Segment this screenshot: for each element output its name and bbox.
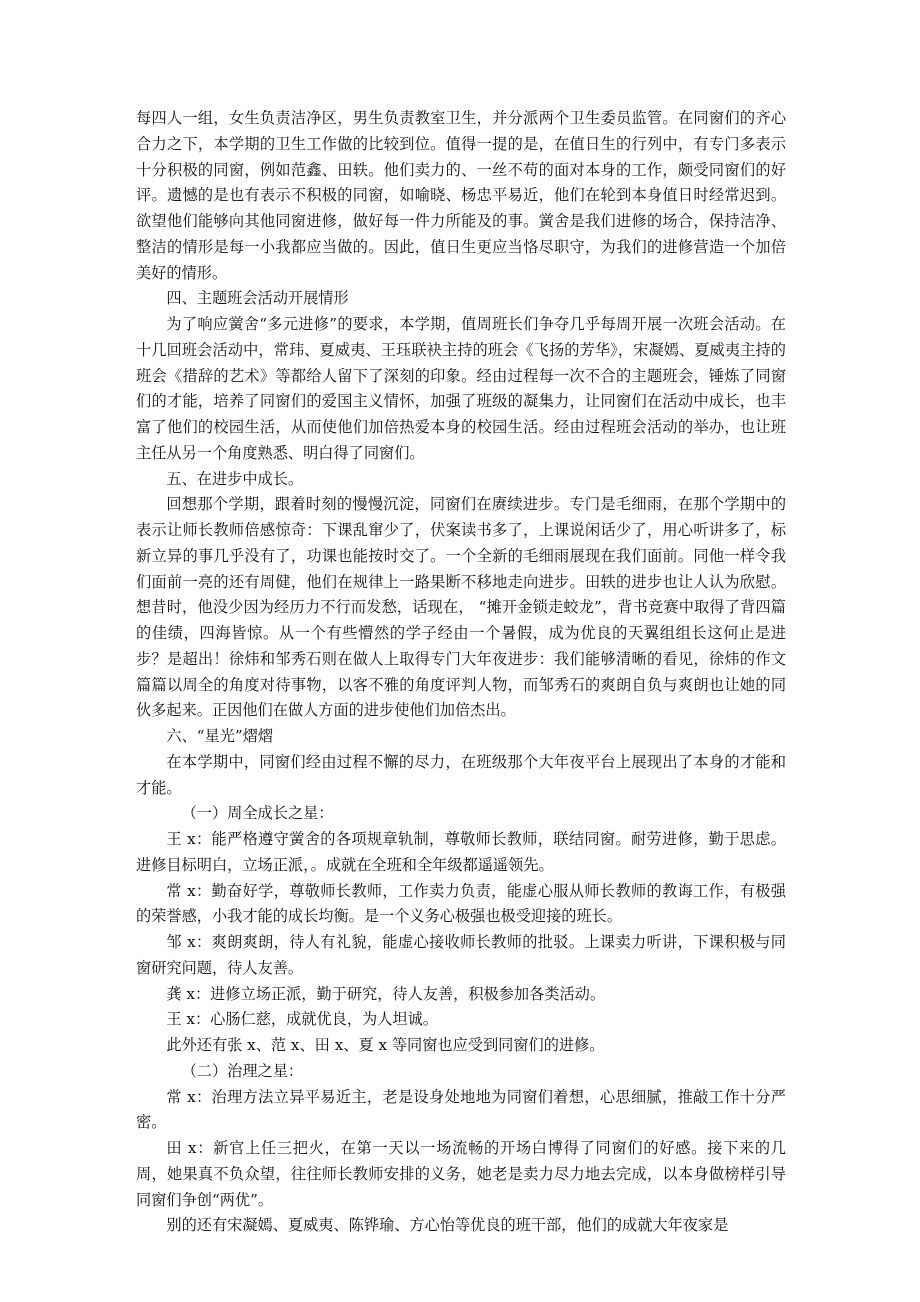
paragraph-student-wang-2: 王 x：心肠仁慈，成就优良，为人坦诚。 <box>166 1010 438 1029</box>
paragraph-student-chang-1: 常 x：勤奋好学，尊敬师长教师，工作卖力负责，能虚心服从师长教师的教诲工作，有极强的荣誉感，小我才能的成长均衡。是一个义务心极强也极受迎接的班长。 <box>136 881 786 926</box>
document-body <box>136 106 786 1239</box>
paragraph-progress: 回想那个学期，跟着时刻的慢慢沉淀，同窗们在赓续进步。专门是毛细雨，在那个学期中的表示让师长教师倍感惊奇：下课乱窜少了，伏案读书多了，上课说闲话少了，用心听讲多了，标新立异的事几乎没有了，功课也能按时交了。一个全新的毛细雨展现在我们面前。同他一样令我们面前一亮的还有周健，他们在规律上一路果断不移地走向进步。田轶的进步也让人认为欣慰。想昔时，他没少因为经历力不行而发愁，话现在， “摊开金锁走蛟龙”，背书竞赛中取得了背四篇的佳绩，四海皆惊。从一个有些懵然的学子经由一个暑假，成为优良的天翼组组长这何止是进步？是超出！徐炜和邹秀石则在做人上取得专门大年夜进步：我们能够清晰的看见，徐炜的作文篇篇以周全的角度对待事物，以客不雅的角度评判人物，而邹秀石的爽朗自负与爽朗也让她的同伙多起来。正因他们在做人方面的进步使他们加倍杰出。 <box>136 495 786 720</box>
paragraph-other-students: 此外还有张 x、范 x、田 x、夏 x 等同窗也应受到同窗们的进修。 <box>166 1036 605 1054</box>
subheading-management-star: （二）治理之星： <box>181 1061 304 1080</box>
section-heading-stars: 六、“星光”熠熠 <box>166 727 274 745</box>
paragraph-student-wang-1: 王 x：能严格遵守黉舍的各项规章轨制，尊敬师长教师，联结同窗。耐劳进修，勤于思虑。进修目标明白，立场正派，。成就在全班和全年级都遥遥领先。 <box>136 830 786 874</box>
paragraph-student-chang-2: 常 x：治理方法立异平易近主，老是设身处地地为同窗们着想，心思细腻，推敲工作十分严密。 <box>136 1087 786 1132</box>
section-heading-progress: 五、在进步中成长。 <box>166 469 304 488</box>
paragraph-student-gong: 龚 x：进修立场正派，勤于研究，待人友善，积极参加各类活动。 <box>166 984 606 1003</box>
paragraph-stars-intro: 在本学期中，同窗们经由过程不懈的尽力，在班级那个大年夜平台上展现出了本身的才能和才能。 <box>136 752 786 797</box>
paragraph-student-tian: 田 x：新官上任三把火，在第一天以一场流畅的开场白博得了同窗们的好感。接下来的几周，她果真不负众望，往往师长教师安排的义务，她老是卖力尽力地去完成，以本身做榜样引导同窗们争创“两优”。 <box>136 1139 786 1209</box>
paragraph-class-meetings: 为了响应黉舍“多元进修”的要求，本学期，值周班长们争夺几乎每周开展一次班会活动。在十几回班会活动中，常玮、夏威夷、王珏联袂主持的班会《飞扬的芳华》，宋凝嫣、夏威夷主持的班会《措辞的艺术》等都给人留下了深刻的印象。经由过程每一次不合的主题班会，锤炼了同窗们的才能，培养了同窗们的爱国主义情怀，加强了班级的凝集力，让同窗们在活动中成长，也丰富了他们的校园生活，从而使他们加倍热爱本身的校园生活。经由过程班会活动的举办，也让班主任从另一个角度熟悉、明白得了同窗们。 <box>136 315 786 462</box>
subheading-all-round-star: （一）周全成长之星： <box>181 804 334 823</box>
paragraph-other-cadres: 别的还有宋凝嫣、夏威夷、陈铧瑜、方心怡等优良的班干部，他们的成就大年夜家是 <box>166 1216 729 1235</box>
paragraph-student-zou: 邹 x：爽朗爽朗，待人有礼貌，能虚心接收师长教师的批驳。上课卖力听讲，下课积极与同窗研究问题，待人友善。 <box>136 933 786 977</box>
section-heading-class-meetings: 四、主题班会活动开展情形 <box>166 289 349 308</box>
paragraph-hygiene: 每四人一组，女生负责洁净区，男生负责教室卫生，并分派两个卫生委员监管。在同窗们的齐心合力之下，本学期的卫生工作做的比较到位。值得一提的是，在值日生的行列中，有专门多表示十分积极的同窗，例如范鑫、田轶。他们卖力的、一丝不苟的面对本身的工作，颇受同窗们的好评。遗憾的是也有表示不积极的同窗，如喻晓、杨忠平易近，他们在轮到本身值日时经常迟到。欲望他们能够向其他同窗进修，做好每一件力所能及的事。黉舍是我们进修的场合，保持洁净、整洁的情形是每一小我都应当做的。因此，值日生更应当恪尽职守，为我们的进修营造一个加倍美好的情形。 <box>136 109 786 282</box>
